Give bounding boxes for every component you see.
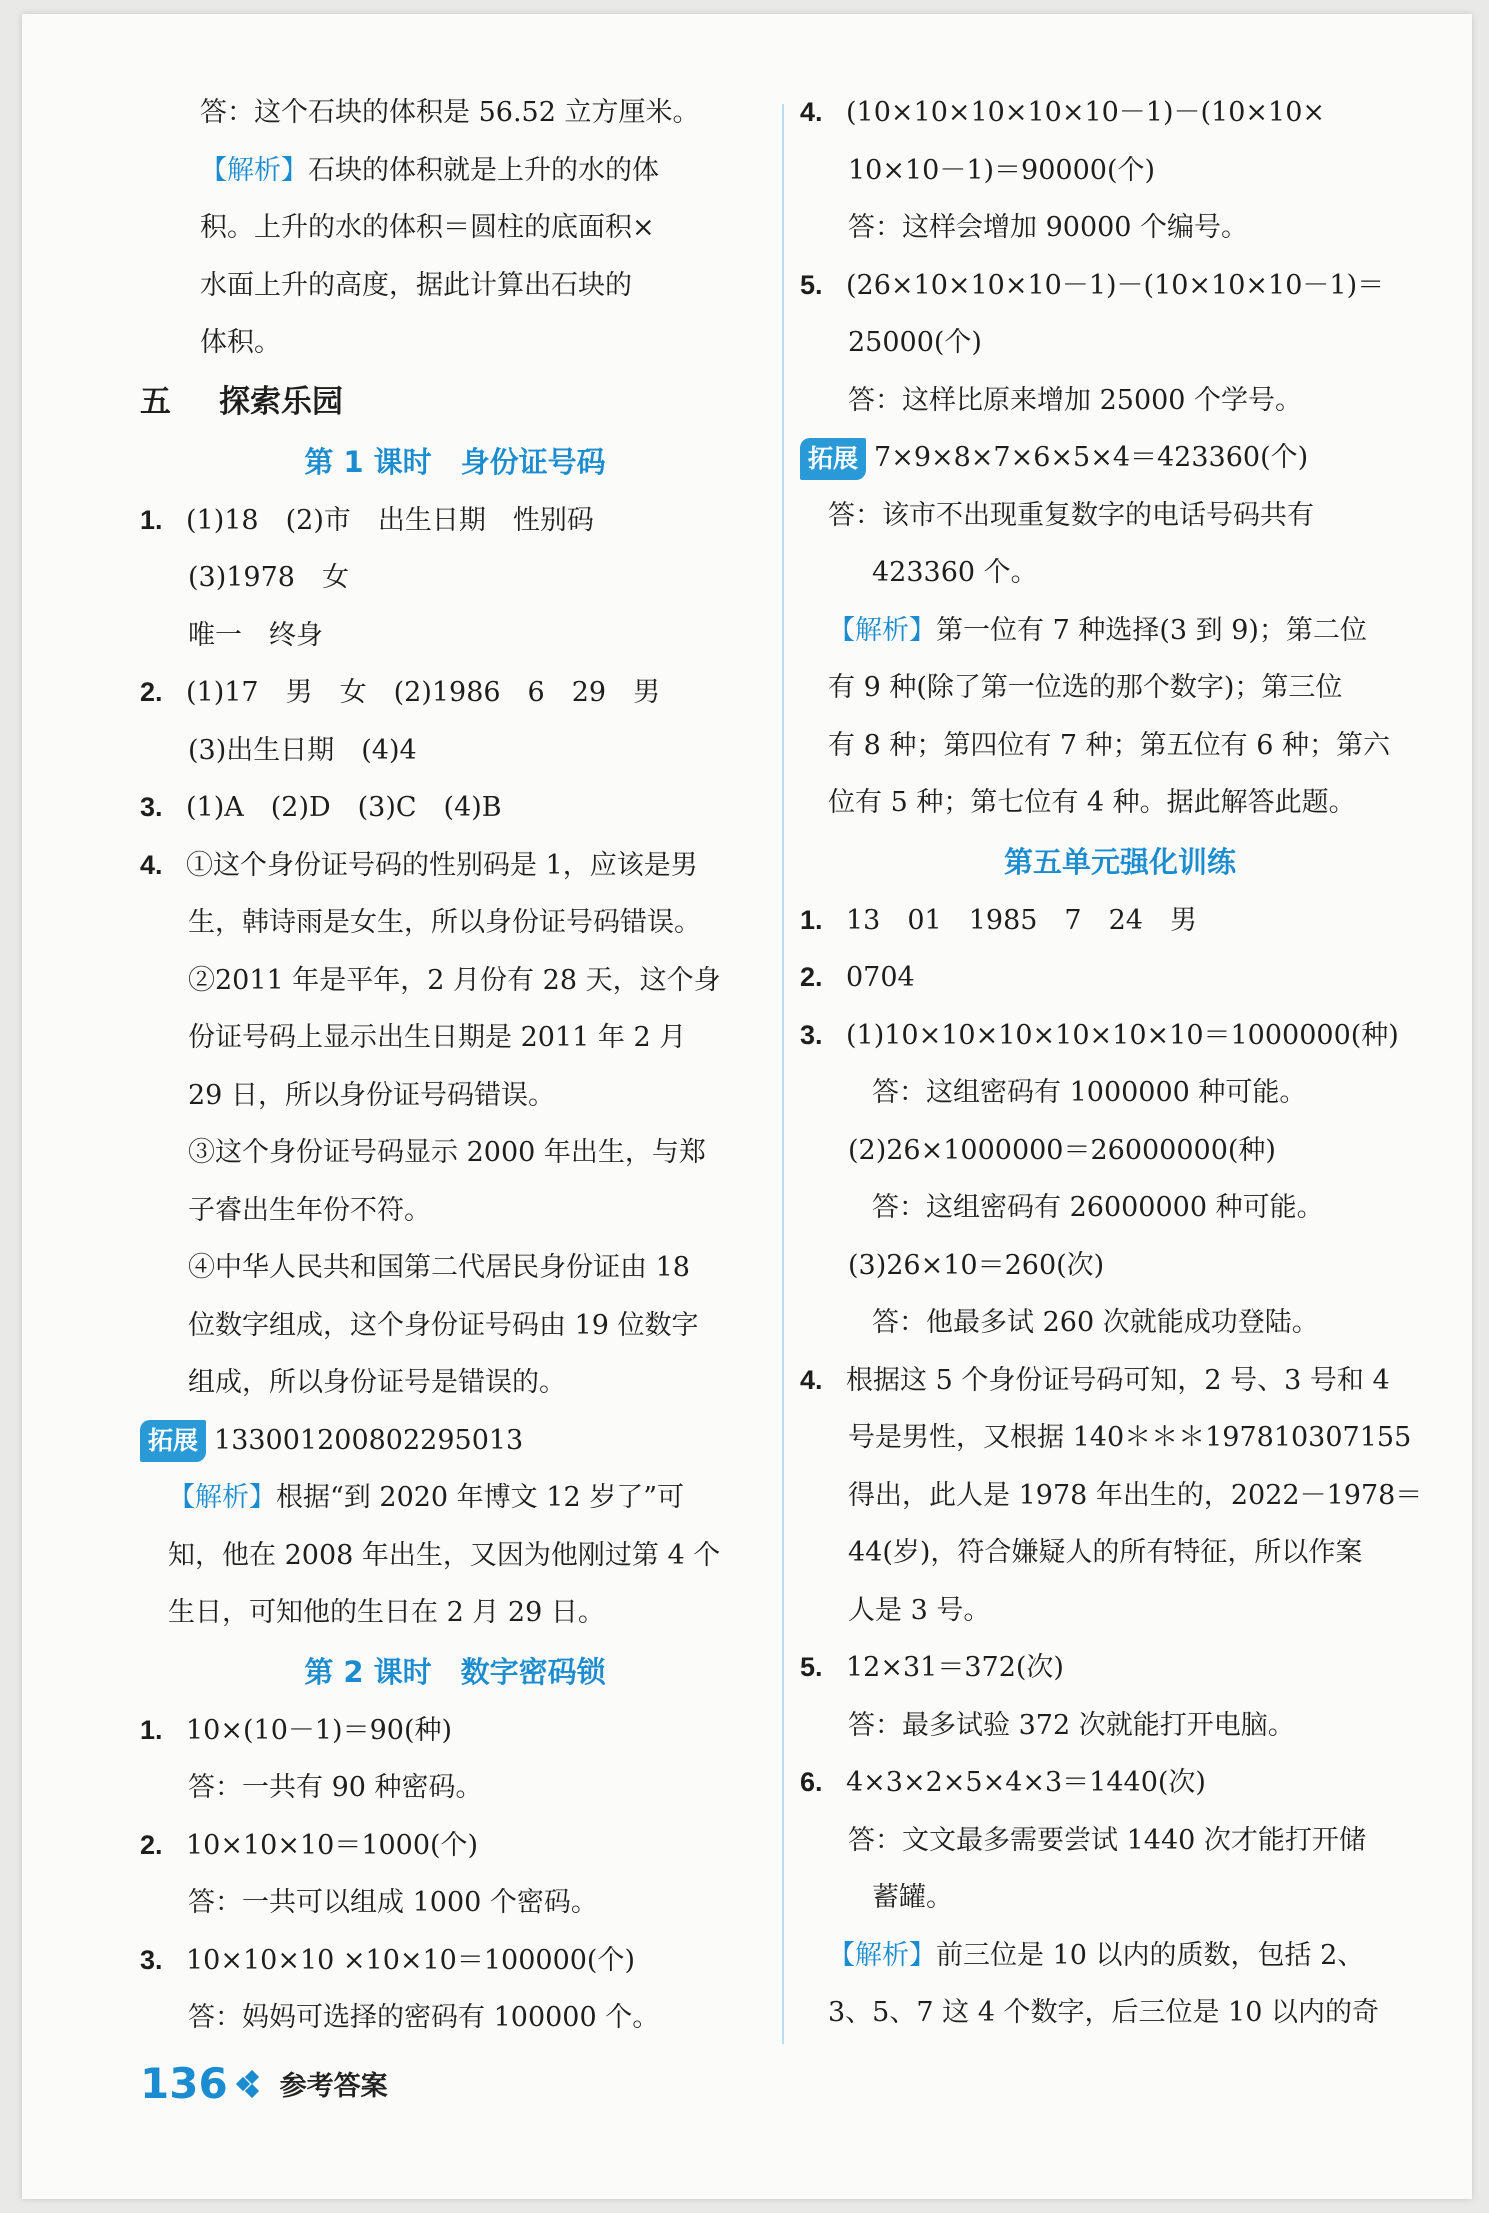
answer-line: 子睿出生年份不符。 bbox=[188, 1194, 431, 1226]
extension-tag: 拓展 bbox=[140, 1420, 206, 1462]
answer-line: 29 日，所以身份证号码错误。 bbox=[188, 1079, 555, 1111]
question-number: 4. bbox=[800, 97, 823, 127]
question-item: 1. 13 01 1985 7 24 男 bbox=[800, 892, 1440, 950]
analysis-line: 体积。 bbox=[200, 327, 281, 358]
question-item: 4. ①这个身份证号码的性别码是 1，应该是男 bbox=[140, 837, 770, 895]
answer-line: 答：他最多试 260 次就能成功登陆。 bbox=[872, 1307, 1319, 1338]
answer-line: 组成，所以身份证号是错误的。 bbox=[188, 1367, 566, 1398]
analysis-line: 【解析】根据“到 2020 年博文 12 岁了”可 bbox=[168, 1482, 685, 1513]
answer-line: 44(岁)，符合嫌疑人的所有特征，所以作案 bbox=[848, 1537, 1363, 1568]
question-item: 6. 4×3×2×5×4×3＝1440(次) bbox=[800, 1754, 1440, 1812]
answer-line: ④中华人民共和国第二代居民身份证由 18 bbox=[188, 1252, 690, 1283]
analysis-line: 水面上升的高度，据此计算出石块的 bbox=[200, 269, 632, 301]
analysis-tag: 【解析】 bbox=[168, 1482, 276, 1513]
answer-line: 10×10－1)＝90000(个) bbox=[848, 154, 1156, 186]
question-item: 3. 10×10×10 ×10×10＝100000(个) bbox=[140, 1932, 770, 1990]
question-number: 3. bbox=[800, 1019, 823, 1050]
analysis-line: 积。上升的水的体积＝圆柱的底面积× bbox=[200, 212, 655, 243]
analysis-tag: 【解析】 bbox=[200, 154, 308, 186]
answer-line: 答：这组密码有 1000000 种可能。 bbox=[872, 1077, 1307, 1108]
question-item: 5. (26×10×10×10－1)－(10×10×10－1)＝ bbox=[800, 257, 1440, 315]
question-item: 5. 12×31＝372(次) bbox=[800, 1639, 1440, 1697]
question-item: 3. (1)A (2)D (3)C (4)B bbox=[140, 779, 770, 837]
analysis-line: 生日，可知他的生日在 2 月 29 日。 bbox=[168, 1597, 605, 1628]
answer-line: 答：妈妈可选择的密码有 100000 个。 bbox=[188, 2002, 660, 2033]
analysis-line: 有 8 种；第四位有 7 种；第五位有 6 种；第六 bbox=[828, 729, 1391, 761]
left-column bbox=[140, 84, 770, 2047]
question-number: 4. bbox=[800, 1364, 823, 1395]
question-number: 1. bbox=[800, 904, 823, 935]
answer-line: (2)26×1000000＝26000000(种) bbox=[848, 1134, 1276, 1166]
answer-line: 号是男性，又根据 140＊＊＊197810307155 bbox=[848, 1422, 1412, 1453]
question-number: 1. bbox=[140, 504, 163, 535]
question-number: 5. bbox=[800, 269, 823, 300]
question-item: 4. 根据这 5 个身份证号码可知，2 号、3 号和 4 bbox=[800, 1352, 1440, 1410]
answer-line: 25000(个) bbox=[848, 327, 982, 358]
answer-line: 答：一共可以组成 1000 个密码。 bbox=[188, 1887, 598, 1918]
answer-line: (3)出生日期 (4)4 bbox=[188, 734, 417, 766]
footer-label: 参考答案 bbox=[279, 2071, 388, 2102]
question-item: 3. (1)10×10×10×10×10×10＝1000000(种) bbox=[800, 1007, 1440, 1065]
answer-line: ③这个身份证号码显示 2000 年出生，与郑 bbox=[188, 1137, 706, 1168]
extension-tag: 拓展 bbox=[800, 438, 866, 480]
answer-line: 答：该市不出现重复数字的电话号码共有 bbox=[828, 499, 1314, 531]
section-title: 第 2 课时 数字密码锁 bbox=[304, 1654, 606, 1689]
analysis-line: 知，他在 2008 年出生，又因为他刚过第 4 个 bbox=[168, 1539, 721, 1571]
answer-line: 答：这组密码有 26000000 种可能。 bbox=[872, 1192, 1324, 1223]
answer-line: 答：这个石块的体积是 56.52 立方厘米。 bbox=[200, 97, 700, 128]
answer-line: 423360 个。 bbox=[872, 557, 1038, 588]
answer-line: 答：这样会增加 90000 个编号。 bbox=[848, 212, 1249, 243]
question-number: 1. bbox=[140, 1714, 163, 1745]
answer-line: (3)1978 女 bbox=[188, 562, 349, 593]
right-column bbox=[800, 84, 1440, 2042]
answer-line: (3)26×10＝260(次) bbox=[848, 1249, 1105, 1281]
section-title: 第 1 课时 身份证号码 bbox=[304, 444, 606, 479]
analysis-line: 有 9 种(除了第一位选的那个数字)；第三位 bbox=[828, 672, 1343, 703]
question-item: 2. (1)17 男 女 (2)1986 6 29 男 bbox=[140, 664, 770, 722]
question-number: 4. bbox=[140, 849, 163, 880]
page bbox=[22, 14, 1472, 2199]
question-item: 2. 0704 bbox=[800, 949, 1440, 1007]
analysis-line: 【解析】第一位有 7 种选择(3 到 9)；第二位 bbox=[828, 614, 1367, 646]
answer-line: 生，韩诗雨是女生，所以身份证号码错误。 bbox=[188, 907, 701, 938]
unit-number: 五 bbox=[140, 383, 171, 420]
analysis-tag: 【解析】 bbox=[828, 614, 936, 646]
analysis-line: 位有 5 种；第七位有 4 种。据此解答此题。 bbox=[828, 787, 1356, 818]
question-number: 5. bbox=[800, 1652, 823, 1682]
analysis-line: 3、5、7 这 4 个数字，后三位是 10 以内的奇 bbox=[828, 1997, 1379, 2028]
question-item: 4. (10×10×10×10×10－1)－(10×10× bbox=[800, 84, 1440, 142]
question-item: 1. 10×(10－1)＝90(种) bbox=[140, 1702, 770, 1760]
column-divider bbox=[782, 104, 784, 2044]
unit-name: 探索乐园 bbox=[219, 383, 343, 420]
question-number: 2. bbox=[800, 962, 823, 992]
answer-line: 答：这样比原来增加 25000 个学号。 bbox=[848, 384, 1303, 416]
question-number: 2. bbox=[140, 1829, 163, 1860]
page-footer bbox=[140, 2059, 388, 2108]
answer-line: 答：最多试验 372 次就能打开电脑。 bbox=[848, 1709, 1295, 1741]
answer-line: 答：文文最多需要尝试 1440 次才能打开储 bbox=[848, 1824, 1366, 1856]
answer-line: 蓄罐。 bbox=[872, 1882, 953, 1913]
answer-line: 唯一 终身 bbox=[188, 619, 323, 651]
analysis-line: 【解析】前三位是 10 以内的质数，包括 2、 bbox=[828, 1939, 1365, 1971]
answer-line: 位数字组成，这个身份证号码由 19 位数字 bbox=[188, 1309, 699, 1341]
answer-line: 答：一共有 90 种密码。 bbox=[188, 1772, 483, 1803]
question-number: 2. bbox=[140, 677, 163, 707]
extension-item: 拓展 133001200802295013 bbox=[140, 1412, 770, 1470]
extension-item: 拓展 7×9×8×7×6×5×4＝423360(个) bbox=[800, 429, 1440, 487]
question-number: 3. bbox=[140, 792, 163, 822]
answer-line: ②2011 年是平年，2 月份有 28 天，这个身 bbox=[188, 964, 721, 996]
answer-line: 得出，此人是 1978 年出生的，2022－1978＝ bbox=[848, 1479, 1423, 1511]
answer-line: 人是 3 号。 bbox=[848, 1594, 991, 1626]
question-number: 6. bbox=[800, 1767, 823, 1797]
page-number: 136 bbox=[140, 2059, 228, 2108]
question-item: 2. 10×10×10＝1000(个) bbox=[140, 1817, 770, 1875]
question-item: 1. (1)18 (2)市 出生日期 性别码 bbox=[140, 492, 770, 550]
diamond-icon bbox=[238, 2072, 262, 2096]
analysis-tag: 【解析】 bbox=[828, 1939, 936, 1971]
section-title: 第五单元强化训练 bbox=[1003, 844, 1236, 879]
answer-line: 份证号码上显示出生日期是 2011 年 2 月 bbox=[188, 1022, 687, 1053]
question-number: 3. bbox=[140, 1944, 163, 1975]
analysis-line: 【解析】石块的体积就是上升的水的体 bbox=[200, 154, 659, 186]
unit-title bbox=[140, 372, 770, 432]
